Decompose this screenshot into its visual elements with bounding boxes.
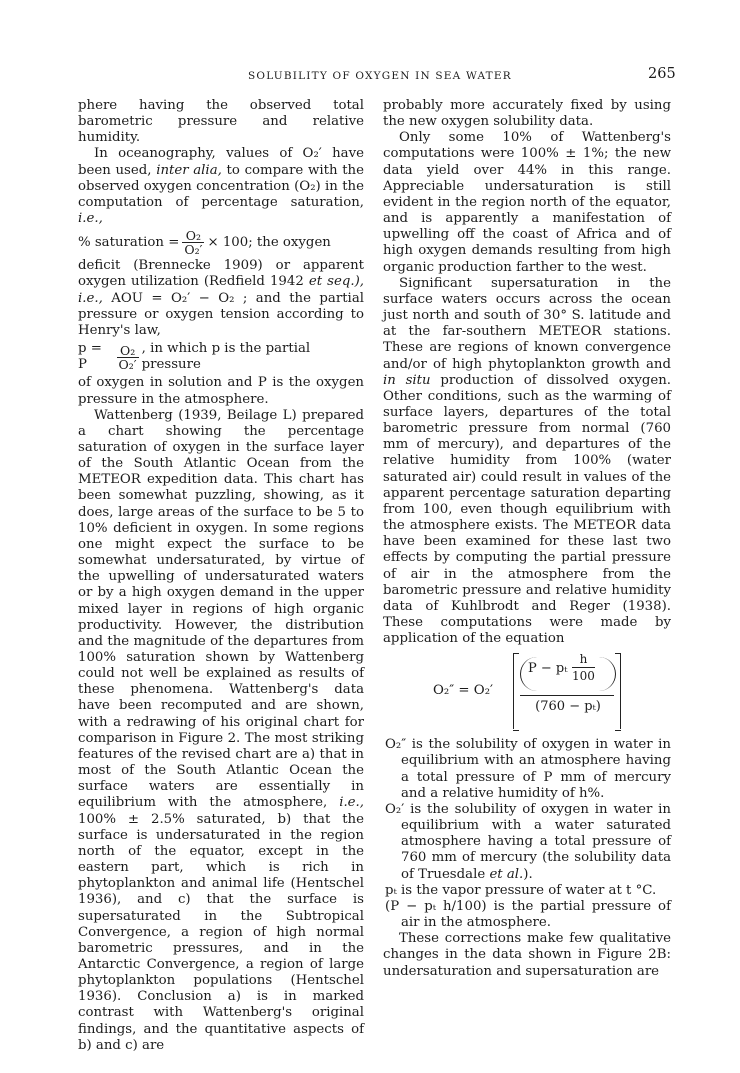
text-run: production of dissolved oxygen. Other conditions, such as the warming of surface layers, departures of the total barometric pressure from normal (760 mm of mercury), and departures of the relative humidity from 100% (water saturated air) could result in values of the apparent percentage saturation departing from 100, even though equilibrium with the atmosphere exists. The METEOR data have been examined for these last two effects by computing the partial pressure of air in the atmosphere from the barometric pressure and relative humidity data of Kuhlbrodt and Reger (1938). These computations were made by application of the equation [383, 372, 671, 647]
paragraph [78, 258, 364, 339]
definition [383, 802, 671, 883]
text-run: ). [523, 866, 533, 882]
italic-text: i.e., [78, 290, 103, 306]
denominator: O₂′ [118, 356, 137, 372]
definition: pₜ is the vapor pressure of water at t °C. [385, 882, 657, 898]
italic-text: inter alia, [156, 162, 222, 178]
equation-henry-law [78, 341, 364, 373]
equation-corrected-solubility [383, 653, 671, 733]
paragraph: probably more accurately fixed by using the new oxygen solubility data. [383, 98, 671, 130]
paragraph [78, 408, 364, 1054]
definition-list [383, 737, 671, 931]
page-header [0, 66, 740, 88]
denominator: 100 [572, 669, 595, 684]
definition: O₂″ is the solubility of oxygen in water in equilibrium with an atmosphere having a total pressure of P mm of mercury and a relative humidity of h%. [385, 737, 671, 801]
paragraph: of oxygen in solution and P is the oxygen pressure in the atmosphere. [78, 375, 364, 407]
text-run: O₂′ is the solubility of oxygen in water in equilibrium with a water saturated atmosphere having a total pressure of 760 mm of mercury (the solubility data of Truesdale [385, 801, 671, 882]
italic-text: in situ [383, 372, 431, 388]
paragraph: phere having the observed total barometric pressure and relative humidity. [78, 98, 364, 146]
equation-inner: P − pₜ [528, 661, 568, 677]
italic-text: et al. [489, 866, 524, 882]
left-column [78, 98, 364, 1054]
running-head: SOLUBILITY OF OXYGEN IN SEA WATER [248, 70, 512, 82]
numerator: O₂ [182, 229, 204, 243]
text-run: Significant supersaturation in the surface waters occurs across the ocean just north and south of 30° S. latitude and at the far-southern METEOR stations. These are regions of known convergence and/or of high phytoplankton growth and [383, 275, 671, 372]
text-run: AOU = O₂′ − O₂ ; and the partial pressure or oxygen tension according to Henry's law, [78, 290, 364, 338]
equation-percent-saturation [78, 229, 364, 256]
page-number: 265 [648, 66, 676, 82]
numerator: h [572, 651, 595, 668]
italic-text: i.e., [339, 795, 364, 811]
fraction [182, 229, 204, 256]
numerator: O₂ [117, 344, 139, 358]
equation-lhs: O₂″ = O₂′ [433, 683, 494, 699]
paragraph: Only some 10% of Wattenberg's computations were 100% ± 1%; the new data yield over 44% in this range. Appreciable undersaturation is still evident in the region north of the equator, and is apparently a manifestation of upwelling off the coast of Africa and of high oxygen demands resulting from high organic production farther to the west. [383, 130, 671, 275]
denominator: (760 − pₜ) [535, 699, 601, 715]
denominator: O₂′ [184, 242, 203, 258]
text-run: In oceanography, values of O₂′ have been used, [78, 146, 364, 178]
right-column [383, 98, 671, 980]
fraction-bar [520, 695, 614, 696]
fraction [117, 344, 139, 371]
text-run: Wattenberg (1939, Beilage L) prepared a chart showing the percentage saturation of oxygen in the surface layer of the South Atlantic Ocean from the METEOR expedition data. This chart has been somewhat puzzling, showing, as it does, large areas of the surface to be 5 to 10% deficient in oxygen. In some regions one might expect the surface to be somewhat undersaturated, by virtue of the upwelling of undersaturated waters or by a high oxygen demand in the upper mixed layer in regions of high organic productivity. However, the distribution and the magnitude of the departures from 100% saturation shown by Wattenberg could not well be explained as results of these phenomena. Wattenberg's data have been recomputed and are shown, with a redrawing of his original chart for comparison in Figure 2. The most striking features of the revised chart are a) that in most of the South Atlantic Ocean the surface waters are essentially in equilibrium with the atmosphere, [78, 407, 364, 811]
equation-lhs: % saturation = [78, 234, 180, 250]
fraction [572, 651, 595, 684]
definition: (P − pₜ h/100) is the partial pressure of air in the atmosphere. [385, 898, 671, 931]
paragraph [383, 276, 671, 648]
paragraph [78, 146, 364, 227]
text-run: 100% ± 2.5% saturated, b) that the surface is undersaturated in the region north of the equator, except in the eastern part, which is rich in phytoplankton and animal life (Hentschel 1936), and c) that the surface is supersaturated in the Subtropical Convergence, a region of high normal barometric pressures, and in the Antarctic Convergence, a region of large phytoplankton populations (Hentschel 1936). Conclusion a) is in marked contrast with Wattenberg's original findings, and the quantitative aspects of b) and c) are [78, 811, 364, 1053]
italic-text: et seq.), [308, 274, 364, 290]
italic-text: i.e., [78, 211, 103, 227]
paragraph: These corrections make few qualitative changes in the data shown in Figure 2B: undersaturation and supersaturation are [383, 931, 671, 979]
equation-rhs: , in which p is the partial pressure [141, 341, 311, 373]
equation-lhs: p = P [78, 341, 102, 373]
equation-bracket [513, 653, 621, 729]
equation-rhs: × 100; the oxygen [207, 234, 331, 250]
text-run: deficit (Brennecke 1909) or apparent oxygen utilization (Redfield 1942 [78, 258, 364, 290]
text-run: to compare with the observed oxygen concentration (O₂) in the computation of percentage saturation, [78, 162, 364, 210]
